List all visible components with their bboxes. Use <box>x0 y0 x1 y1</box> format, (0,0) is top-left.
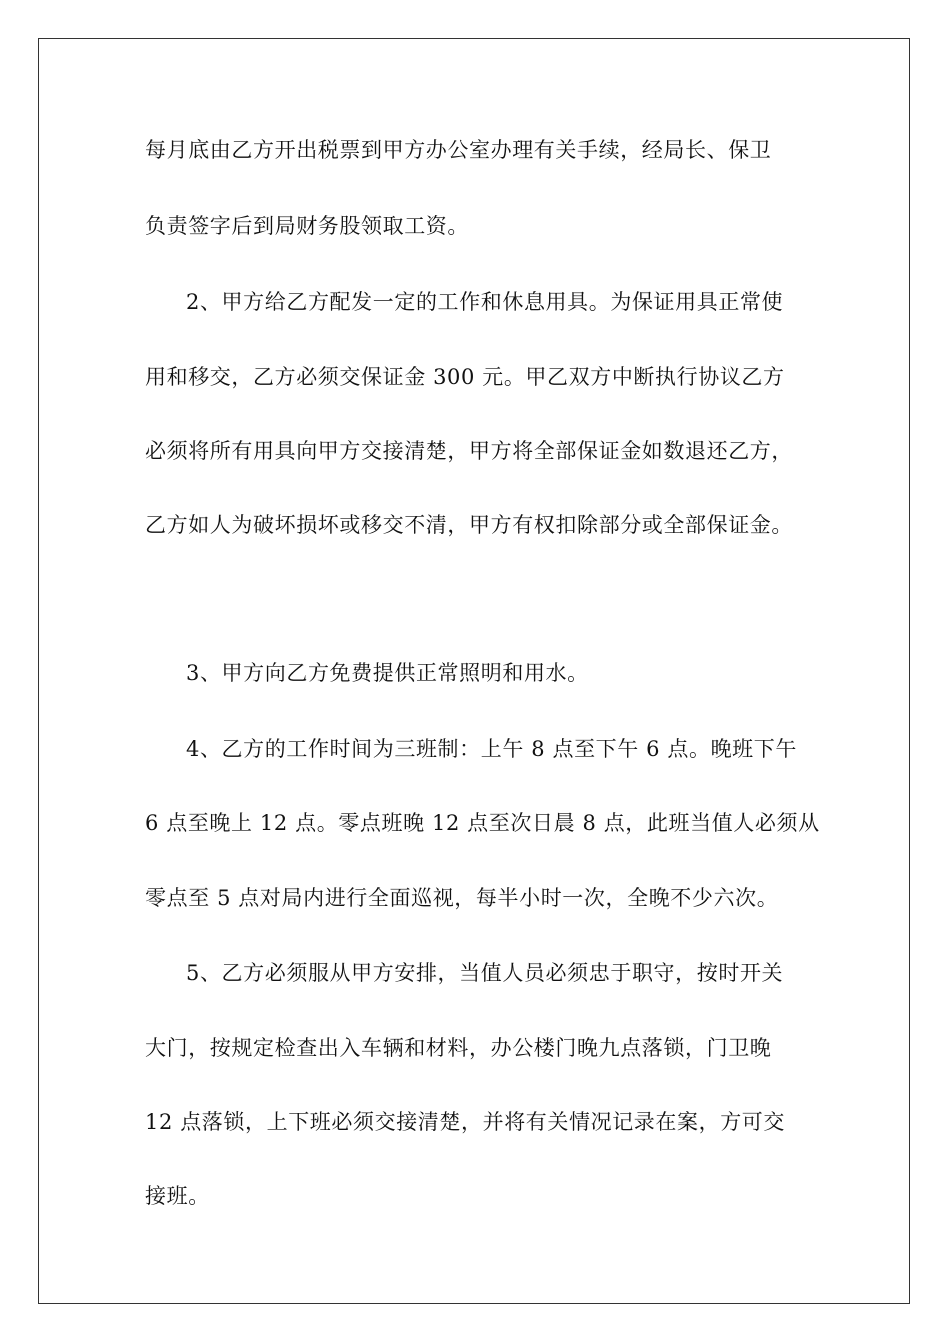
text-line-item-4: 4、乙方的工作时间为三班制：上午 8 点至下午 6 点。晚班下午 <box>186 737 797 761</box>
text-line: 大门，按规定检查出入车辆和材料，办公楼门晚九点落锁，门卫晚 <box>145 1036 772 1060</box>
text-line: 必须将所有用具向甲方交接清楚，甲方将全部保证金如数退还乙方， <box>145 439 793 463</box>
text-line-item-5: 5、乙方必须服从甲方安排，当值人员必须忠于职守，按时开关 <box>186 961 784 985</box>
text-line: 12 点落锁，上下班必须交接清楚，并将有关情况记录在案，方可交 <box>145 1110 785 1134</box>
text-line: 6 点至晚上 12 点。零点班晚 12 点至次日晨 8 点，此班当值人必须从 <box>145 811 820 835</box>
text-line: 用和移交，乙方必须交保证金 300 元。甲乙双方中断执行协议乙方 <box>145 365 785 389</box>
text-line-item-2: 2、甲方给乙方配发一定的工作和休息用具。为保证用具正常使 <box>186 290 784 314</box>
text-line: 零点至 5 点对局内进行全面巡视，每半小时一次，全晚不少六次。 <box>145 886 779 910</box>
text-line: 乙方如人为破坏损坏或移交不清，甲方有权扣除部分或全部保证金。 <box>145 513 793 537</box>
text-line: 接班。 <box>145 1184 210 1208</box>
text-line: 负责签字后到局财务股领取工资。 <box>145 214 469 238</box>
text-line: 每月底由乙方开出税票到甲方办公室办理有关手续，经局长、保卫 <box>145 138 772 162</box>
text-line-item-3: 3、甲方向乙方免费提供正常照明和用水。 <box>186 661 589 685</box>
